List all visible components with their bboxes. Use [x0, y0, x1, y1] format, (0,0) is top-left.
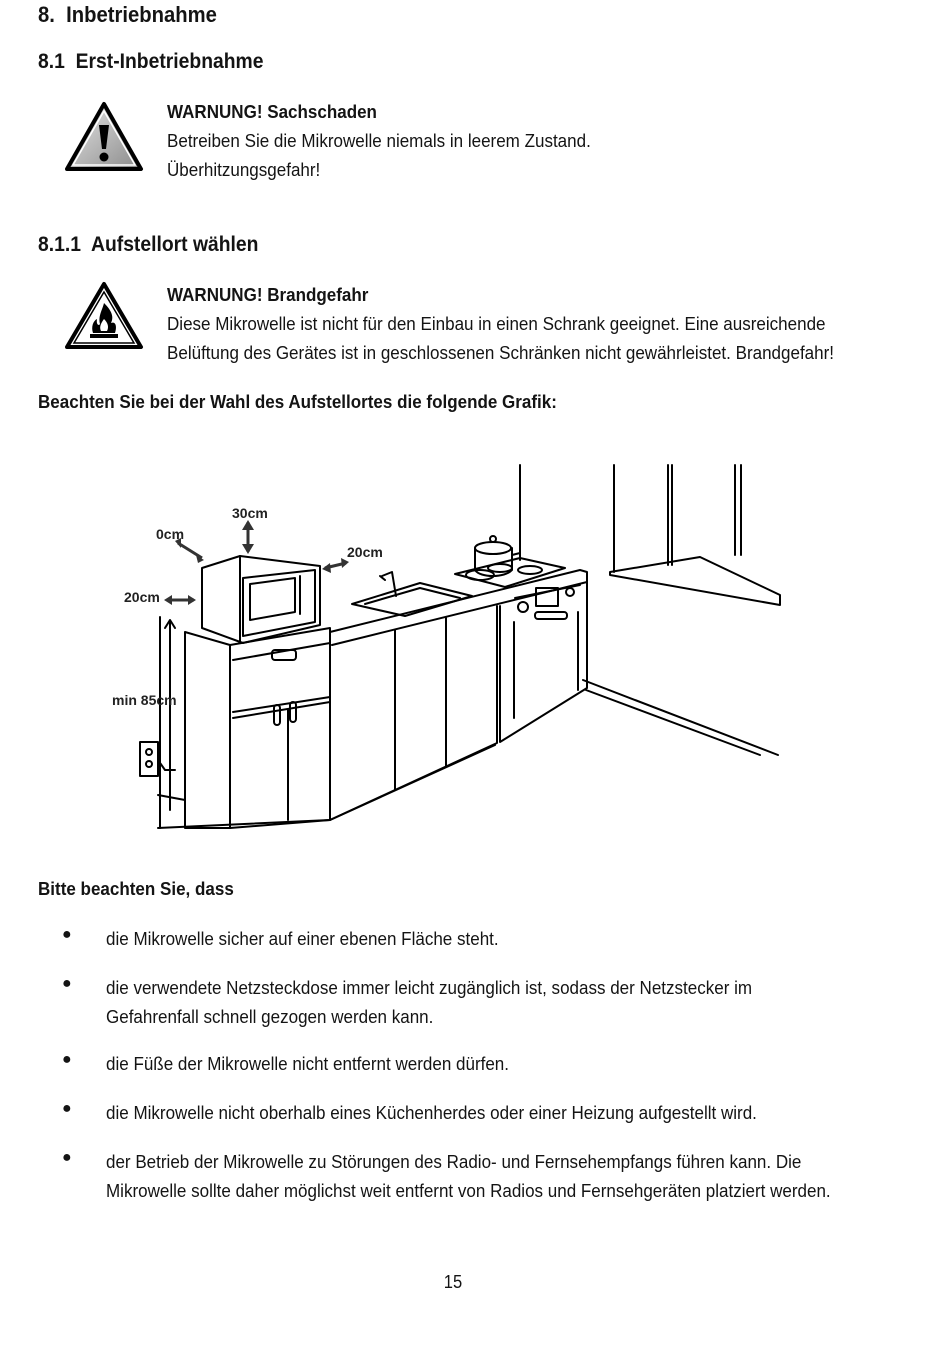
bullet-icon: ●	[62, 1149, 72, 1166]
list-item-line1: die verwendete Netzsteckdose immer leicht zugänglich ist, sodass der Netzstecker im	[106, 977, 753, 998]
warning2-line1: Diese Mikrowelle ist nicht für den Einbau in einen Schrank geeignet. Eine ausreichende	[167, 313, 826, 334]
notes-heading: Bitte beachten Sie, dass	[38, 878, 234, 899]
section-title: Inbetriebnahme	[66, 2, 217, 27]
exclamation-triangle-icon	[64, 101, 144, 173]
section-heading	[38, 2, 217, 28]
warning2-line2: Belüftung des Gerätes ist in geschlossenen Schränken nicht gewährleistet. Brandgefahr!	[167, 342, 835, 363]
warning2-heading: WARNUNG! Brandgefahr	[167, 284, 369, 305]
fire-triangle-icon	[64, 281, 144, 351]
label-30cm: 30cm	[232, 505, 268, 521]
kitchen-placement-figure	[100, 455, 800, 840]
page-number: 15	[443, 1272, 463, 1292]
section-number: 8.	[38, 2, 55, 27]
figure-intro: Beachten Sie bei der Wahl des Aufstellortes die folgende Grafik:	[38, 391, 557, 412]
subsubsection-number: 8.1.1	[38, 233, 81, 256]
list-item-line2: Gefahrenfall schnell gezogen werden kann.	[106, 1006, 434, 1027]
bullet-icon: ●	[62, 1051, 72, 1068]
subsection-heading	[38, 50, 263, 74]
list-item-line1: die Mikrowelle sicher auf einer ebenen Fläche steht.	[106, 928, 499, 949]
subsubsection-heading	[38, 233, 258, 257]
subsection-number: 8.1	[38, 50, 65, 73]
label-0cm: 0cm	[156, 526, 185, 542]
label-20cm-right: 20cm	[347, 544, 383, 560]
bullet-icon: ●	[62, 926, 72, 943]
warning1-line1: Betreiben Sie die Mikrowelle niemals in leerem Zustand.	[167, 130, 591, 151]
list-item-line1: der Betrieb der Mikrowelle zu Störungen des Radio- und Fernsehempfangs führen kann. Die	[106, 1151, 802, 1172]
warning1-heading: WARNUNG! Sachschaden	[167, 101, 377, 122]
list-item-line1: die Mikrowelle nicht oberhalb eines Küchenherdes oder einer Heizung aufgestellt wird.	[106, 1102, 757, 1123]
subsection-title: Erst-Inbetriebnahme	[75, 50, 264, 73]
label-20cm-left: 20cm	[124, 589, 160, 605]
bullet-icon: ●	[62, 975, 72, 992]
bullet-icon: ●	[62, 1100, 72, 1117]
list-item-line2: Mikrowelle sollte daher möglichst weit entfernt von Radios und Fernsehgeräten platziert werden.	[106, 1180, 831, 1201]
warning1-line2: Überhitzungsgefahr!	[167, 159, 321, 180]
subsubsection-title: Aufstellort wählen	[91, 233, 259, 256]
label-min-85cm: min 85cm	[112, 692, 177, 708]
list-item-line1: die Füße der Mikrowelle nicht entfernt werden dürfen.	[106, 1053, 510, 1074]
